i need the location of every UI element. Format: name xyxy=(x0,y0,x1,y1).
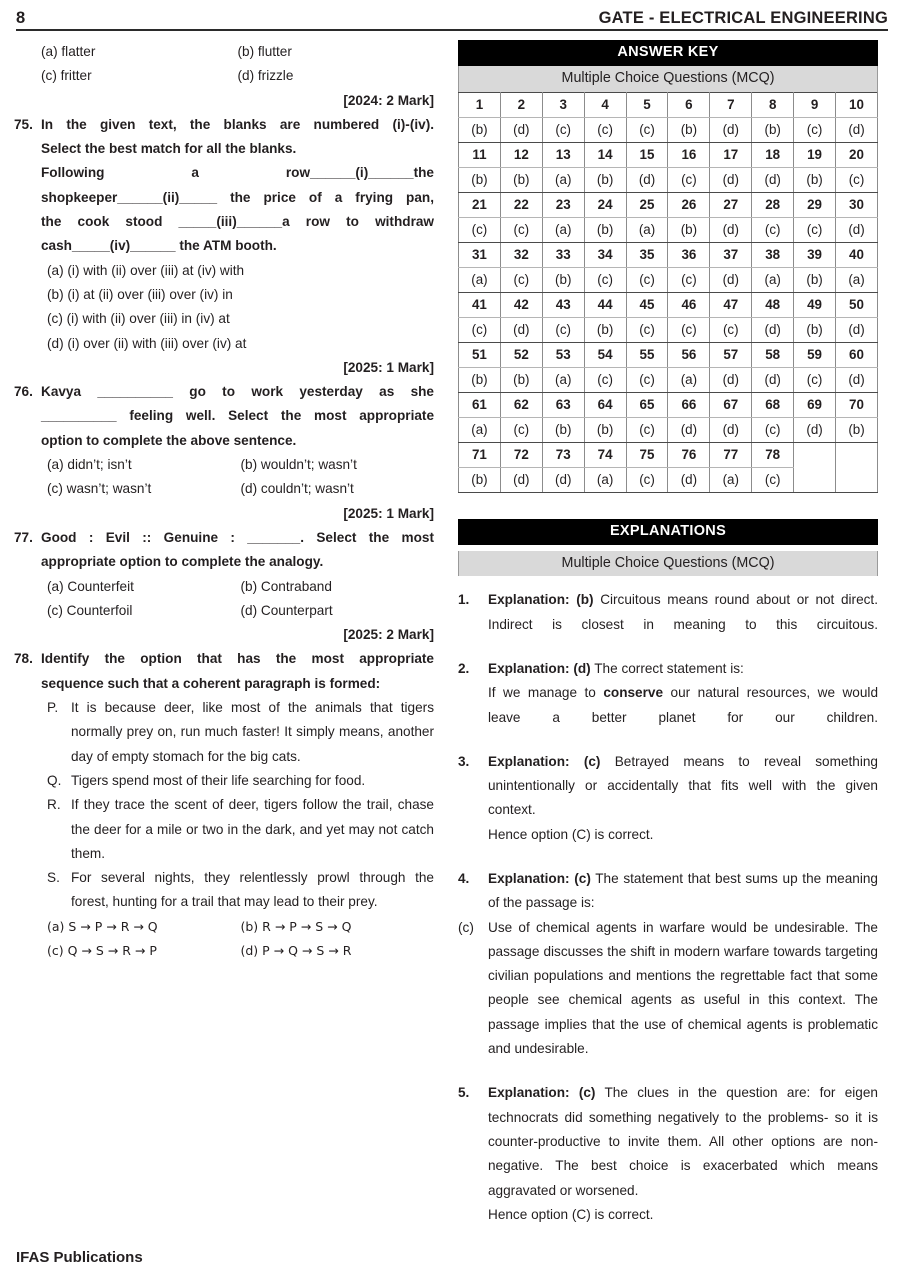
question-number-cell: 52 xyxy=(500,342,542,367)
answer-cell: (c) xyxy=(500,217,542,242)
question-number-cell: 1 xyxy=(459,92,501,117)
answer-cell: (d) xyxy=(710,167,752,192)
explanation-lead: Explanation: (b) xyxy=(488,592,594,608)
explanations-section xyxy=(458,519,878,1227)
question-75 xyxy=(14,113,434,380)
answer-key-title: ANSWER KEY xyxy=(458,40,878,66)
option-a: (a) Counterfeit xyxy=(47,578,134,594)
question-number-cell: 54 xyxy=(584,342,626,367)
question-number-cell: 78 xyxy=(752,442,794,467)
explanation-text: Betrayed means to reveal something unintentionally or accidentally that fits well with the given context. xyxy=(488,753,878,818)
content-columns xyxy=(14,40,890,1247)
answer-cell: (a) xyxy=(710,467,752,492)
question-number-cell: 29 xyxy=(794,192,836,217)
question-number-cell: 70 xyxy=(836,392,878,417)
question-number-cell: 41 xyxy=(459,292,501,317)
answer-cell: (c) xyxy=(459,317,501,342)
question-number-cell: 51 xyxy=(459,342,501,367)
question-number-cell: 27 xyxy=(710,192,752,217)
mark-annotation: [2025: 1 Mark] xyxy=(343,359,434,375)
answer-key-table xyxy=(458,92,878,493)
table-row-numbers xyxy=(459,142,878,167)
option-c: (c) (i) with (ii) over (iii) in (iv) at xyxy=(47,311,230,327)
explanation-body xyxy=(488,867,878,916)
answer-key-subtitle: Multiple Choice Questions (MCQ) xyxy=(458,66,878,92)
answer-cell: (d) xyxy=(668,417,710,442)
answer-cell: (b) xyxy=(459,117,501,142)
statement-label: S. xyxy=(47,870,60,886)
question-number: 75. xyxy=(14,116,33,132)
mark-annotation: [2025: 2 Mark] xyxy=(343,627,434,643)
answer-cell: (b) xyxy=(836,417,878,442)
explanation-body xyxy=(488,750,878,847)
question-number-cell: 66 xyxy=(668,392,710,417)
question-number-cell: 22 xyxy=(500,192,542,217)
answer-cell: (c) xyxy=(500,267,542,292)
passage-line: shopkeeper______(ii)_____ the price of a frying pan, xyxy=(41,189,434,205)
answer-cell: (c) xyxy=(542,317,584,342)
answer-cell: (c) xyxy=(710,317,752,342)
question-number-cell: 30 xyxy=(836,192,878,217)
explanation-number: 3. xyxy=(458,753,470,769)
mark-annotation: [2025: 1 Mark] xyxy=(343,505,434,521)
answer-cell: (d) xyxy=(500,117,542,142)
statement-label: P. xyxy=(47,700,59,716)
explanation-item xyxy=(458,588,878,637)
answer-cell: (a) xyxy=(836,267,878,292)
explanation-number: 1. xyxy=(458,592,470,608)
sub-option-text: Use of chemical agents in warfare would be undesirable. The passage discusses the shift in modern warfare towards targeting civilian populations and mentions the regrettable fact that some people see chemical agents as useful in this context. The passage implies that the use of chemical agents is problematic and undesirable. xyxy=(488,919,878,1057)
answer-cell: (d) xyxy=(710,367,752,392)
table-row-answers xyxy=(459,167,878,192)
answer-cell: (c) xyxy=(794,117,836,142)
carryover-options xyxy=(14,40,434,89)
question-body xyxy=(41,526,434,647)
question-number-cell: 76 xyxy=(668,442,710,467)
question-number-cell: 50 xyxy=(836,292,878,317)
question-number-cell: 59 xyxy=(794,342,836,367)
statement-text: Tigers spend most of their life searching for food. xyxy=(71,772,366,788)
question-options xyxy=(41,915,434,964)
question-stem-line: sequence such that a coherent paragraph is formed: xyxy=(41,675,381,691)
answer-cell: (c) xyxy=(794,217,836,242)
question-number-cell: 63 xyxy=(542,392,584,417)
option-d: (d) P → Q → S → R xyxy=(240,942,352,958)
question-number-cell: 72 xyxy=(500,442,542,467)
answer-cell: (c) xyxy=(626,417,668,442)
sub-option-label: (c) xyxy=(458,919,474,935)
answer-cell: (d) xyxy=(836,367,878,392)
page-number: 8 xyxy=(16,8,26,27)
question-number-cell: 73 xyxy=(542,442,584,467)
question-77 xyxy=(14,526,434,647)
question-number-cell: 26 xyxy=(668,192,710,217)
answer-cell: (a) xyxy=(542,367,584,392)
answer-cell: (b) xyxy=(584,167,626,192)
table-row-answers xyxy=(459,217,878,242)
question-number-cell: 6 xyxy=(668,92,710,117)
explanation-lead: Explanation: (d) xyxy=(488,660,591,676)
explanation-item xyxy=(458,1081,878,1227)
question-number-cell: 64 xyxy=(584,392,626,417)
answer-cell: (c) xyxy=(626,267,668,292)
question-number-cell: 40 xyxy=(836,242,878,267)
empty-cell xyxy=(794,467,836,492)
option-c: (c) Q → S → R → P xyxy=(47,942,157,958)
question-number-cell: 3 xyxy=(542,92,584,117)
question-number-cell: 47 xyxy=(710,292,752,317)
table-row-numbers xyxy=(459,442,878,467)
answer-cell: (b) xyxy=(794,267,836,292)
answer-cell: (c) xyxy=(626,317,668,342)
answer-cell: (d) xyxy=(710,217,752,242)
statement-q xyxy=(41,769,434,793)
option-d: (d) couldn’t; wasn’t xyxy=(240,481,354,497)
question-number: 77. xyxy=(14,529,33,545)
answer-cell: (b) xyxy=(542,267,584,292)
question-stem-line: Select the best match for all the blanks. xyxy=(41,141,297,157)
question-78 xyxy=(14,647,434,963)
question-number-cell: 16 xyxy=(668,142,710,167)
question-number-cell: 4 xyxy=(584,92,626,117)
answer-cell: (a) xyxy=(752,267,794,292)
answer-cell: (a) xyxy=(542,167,584,192)
answer-cell: (a) xyxy=(459,267,501,292)
question-number-cell: 24 xyxy=(584,192,626,217)
option-b: (b) flutter xyxy=(237,44,292,59)
answer-cell: (d) xyxy=(710,417,752,442)
answer-cell: (c) xyxy=(584,267,626,292)
question-number-cell: 58 xyxy=(752,342,794,367)
explanation-lead: Explanation: (c) xyxy=(488,1085,596,1101)
question-76 xyxy=(14,380,434,526)
question-number-cell: 35 xyxy=(626,242,668,267)
answer-cell: (c) xyxy=(752,417,794,442)
mark-annotation: [2024: 2 Mark] xyxy=(343,92,434,108)
answer-cell: (b) xyxy=(584,417,626,442)
question-number-cell: 60 xyxy=(836,342,878,367)
question-number-cell: 33 xyxy=(542,242,584,267)
answer-cell: (d) xyxy=(836,317,878,342)
question-stem-line: Kavya __________ go to work yesterday as she xyxy=(41,384,434,400)
answer-cell: (c) xyxy=(542,117,584,142)
empty-cell xyxy=(836,467,878,492)
statement-label: R. xyxy=(47,797,61,813)
option-c: (c) wasn’t; wasn’t xyxy=(47,481,152,497)
question-number-cell: 18 xyxy=(752,142,794,167)
option-a: (a) flatter xyxy=(41,44,96,59)
question-number-cell: 11 xyxy=(459,142,501,167)
question-number-cell: 69 xyxy=(794,392,836,417)
question-stem-line: In the given text, the blanks are numbered (i)-(iv). xyxy=(41,116,434,132)
question-number-cell: 43 xyxy=(542,292,584,317)
answer-cell: (d) xyxy=(500,467,542,492)
answer-cell: (a) xyxy=(542,217,584,242)
question-number-cell: 77 xyxy=(710,442,752,467)
option-d: (d) frizzle xyxy=(237,68,294,84)
explanation-text: The clues in the question are: for eigen technocrats did something negatively to the problems- so it is counter-productive to invite them. All other options are non-negative. The best choice is exacerbated which means aggravated or worsened. xyxy=(488,1085,878,1198)
question-options xyxy=(41,259,434,356)
question-number-cell: 57 xyxy=(710,342,752,367)
explanation-text: The statement that best sums up the meaning of the passage is: xyxy=(488,870,878,911)
footer-publisher: IFAS Publications xyxy=(16,1249,143,1266)
question-number-cell: 19 xyxy=(794,142,836,167)
answer-cell: (b) xyxy=(794,317,836,342)
question-number-cell: 71 xyxy=(459,442,501,467)
answer-cell: (b) xyxy=(752,117,794,142)
answer-cell: (d) xyxy=(752,367,794,392)
answer-cell: (b) xyxy=(668,217,710,242)
right-column xyxy=(458,40,878,1247)
answer-cell: (c) xyxy=(584,117,626,142)
option-b: (b) (i) at (ii) over (iii) over (iv) in xyxy=(47,286,233,302)
question-number-cell: 7 xyxy=(710,92,752,117)
question-body xyxy=(41,113,434,380)
answer-cell: (c) xyxy=(626,367,668,392)
question-number-cell: 48 xyxy=(752,292,794,317)
option-d: (d) Counterpart xyxy=(240,602,333,618)
question-number-cell: 31 xyxy=(459,242,501,267)
answer-cell: (d) xyxy=(668,467,710,492)
question-number-cell: 61 xyxy=(459,392,501,417)
explanation-lead: Explanation: (c) xyxy=(488,753,601,769)
answer-cell: (a) xyxy=(459,417,501,442)
question-number-cell: 49 xyxy=(794,292,836,317)
answer-cell: (b) xyxy=(459,167,501,192)
statement-p xyxy=(41,696,434,769)
answer-cell: (d) xyxy=(836,217,878,242)
answer-cell: (c) xyxy=(584,367,626,392)
answer-cell: (b) xyxy=(542,417,584,442)
answer-cell: (d) xyxy=(626,167,668,192)
explanation-conclusion: Hence option (C) is correct. xyxy=(488,1206,654,1222)
statement-text: For several nights, they relentlessly prowl through the forest, hunting for a trail that may lead to their prey. xyxy=(71,870,434,910)
question-number-cell: 15 xyxy=(626,142,668,167)
passage-line: Following a row______(i)______the xyxy=(41,165,434,181)
answer-cell: (c) xyxy=(626,467,668,492)
question-number-cell: 5 xyxy=(626,92,668,117)
explanation-item xyxy=(458,867,878,916)
explanation-text: The correct statement is: xyxy=(590,660,744,676)
option-b: (b) wouldn’t; wasn’t xyxy=(240,457,357,473)
answer-cell: (d) xyxy=(710,267,752,292)
table-row-answers xyxy=(459,417,878,442)
passage-line: cash_____(iv)______ the ATM booth. xyxy=(41,238,277,254)
header-divider xyxy=(16,29,888,31)
table-row-numbers xyxy=(459,192,878,217)
explanation-number: 4. xyxy=(458,870,470,886)
question-number-cell: 38 xyxy=(752,242,794,267)
question-number-cell: 14 xyxy=(584,142,626,167)
question-number-cell: 23 xyxy=(542,192,584,217)
question-stem-line: Identify the option that has the most appropriate xyxy=(41,651,434,667)
bold-word: conserve xyxy=(603,685,664,701)
question-number-cell: 55 xyxy=(626,342,668,367)
question-number-cell: 17 xyxy=(710,142,752,167)
answer-cell: (d) xyxy=(542,467,584,492)
explanation-body xyxy=(488,588,878,637)
question-number-cell: 9 xyxy=(794,92,836,117)
question-number-cell: 62 xyxy=(500,392,542,417)
table-row-answers xyxy=(459,117,878,142)
answer-cell: (b) xyxy=(500,367,542,392)
question-number-cell: 74 xyxy=(584,442,626,467)
question-number-cell: 67 xyxy=(710,392,752,417)
answer-cell: (c) xyxy=(459,217,501,242)
question-stem-line: Good : Evil :: Genuine : _______. Select the most xyxy=(41,529,434,545)
option-b: (b) R → P → S → Q xyxy=(240,918,352,934)
question-number-cell: 8 xyxy=(752,92,794,117)
option-a: (a) didn’t; isn’t xyxy=(47,457,132,473)
answer-cell: (c) xyxy=(668,267,710,292)
table-row-answers xyxy=(459,367,878,392)
explanation-sub-option xyxy=(458,916,878,1062)
empty-cell xyxy=(794,442,836,467)
answer-cell: (d) xyxy=(500,317,542,342)
option-d: (d) (i) over (ii) with (iii) over (iv) at xyxy=(47,335,247,351)
question-number-cell: 42 xyxy=(500,292,542,317)
table-row-answers xyxy=(459,467,878,492)
question-number-cell: 25 xyxy=(626,192,668,217)
answer-cell: (c) xyxy=(500,417,542,442)
statement-r xyxy=(41,793,434,866)
question-stem-line: __________ feeling well. Select the most appropriate xyxy=(41,408,434,424)
table-row-numbers xyxy=(459,392,878,417)
answer-cell: (c) xyxy=(836,167,878,192)
answer-cell: (b) xyxy=(459,367,501,392)
table-row-answers xyxy=(459,267,878,292)
answer-cell: (b) xyxy=(584,317,626,342)
answer-cell: (d) xyxy=(752,317,794,342)
answer-cell: (c) xyxy=(752,217,794,242)
question-number-cell: 13 xyxy=(542,142,584,167)
question-stem-line: option to complete the above sentence. xyxy=(41,432,297,448)
answer-cell: (a) xyxy=(584,467,626,492)
passage-line: the cook stood _____(iii)______a row to withdraw xyxy=(41,214,434,230)
question-number: 76. xyxy=(14,384,33,400)
answer-cell: (b) xyxy=(459,467,501,492)
table-row-numbers xyxy=(459,342,878,367)
answer-cell: (c) xyxy=(752,467,794,492)
table-row-numbers xyxy=(459,92,878,117)
answer-cell: (c) xyxy=(794,367,836,392)
question-options xyxy=(41,453,434,502)
table-row-answers xyxy=(459,317,878,342)
question-number-cell: 44 xyxy=(584,292,626,317)
explanation-number: 2. xyxy=(458,660,470,676)
question-number-cell: 21 xyxy=(459,192,501,217)
statement-label: Q. xyxy=(47,772,62,788)
question-number-cell: 65 xyxy=(626,392,668,417)
explanation-text: Circuitous means round about or not direct. Indirect is closest in meaning to this circuitous. xyxy=(488,592,878,632)
explanations-title: EXPLANATIONS xyxy=(458,519,878,545)
explanation-item xyxy=(458,657,878,730)
question-number: 78. xyxy=(14,651,33,667)
answer-cell: (c) xyxy=(626,117,668,142)
explanations-subtitle: Multiple Choice Questions (MCQ) xyxy=(458,551,878,577)
question-number-cell: 39 xyxy=(794,242,836,267)
question-number-cell: 2 xyxy=(500,92,542,117)
answer-cell: (a) xyxy=(668,367,710,392)
question-number-cell: 56 xyxy=(668,342,710,367)
explanation-body: Explanation: (d) The correct statement is: If we manage to conserve our natural resources, we would leave a better planet for our children. xyxy=(488,660,879,725)
page-title: GATE - ELECTRICAL ENGINEERING xyxy=(598,8,888,27)
question-number-cell: 45 xyxy=(626,292,668,317)
question-options xyxy=(41,575,434,624)
answer-cell: (c) xyxy=(668,317,710,342)
question-number-cell: 12 xyxy=(500,142,542,167)
question-number-cell: 28 xyxy=(752,192,794,217)
option-c: (c) fritter xyxy=(41,68,92,84)
question-number-cell: 53 xyxy=(542,342,584,367)
table-row-numbers xyxy=(459,292,878,317)
empty-cell xyxy=(836,442,878,467)
question-body xyxy=(41,647,434,963)
answer-cell: (b) xyxy=(584,217,626,242)
statement-text: If they trace the scent of deer, tigers follow the trail, chase the deer for a mile or two in the dark, and yet may not catch them. xyxy=(71,797,434,861)
answer-cell: (d) xyxy=(752,167,794,192)
statement-text: It is because deer, like most of the animals that tigers normally prey on, run much faster! It simply means, another day of empty stomach for the big cats. xyxy=(71,700,434,764)
table-row-numbers xyxy=(459,242,878,267)
question-number-cell: 36 xyxy=(668,242,710,267)
question-number-cell: 32 xyxy=(500,242,542,267)
answer-cell: (d) xyxy=(710,117,752,142)
page-header xyxy=(14,0,890,26)
explanation-body xyxy=(488,1081,878,1227)
explanation-conclusion: Hence option (C) is correct. xyxy=(488,826,654,842)
explanation-lead: Explanation: (c) xyxy=(488,870,591,886)
question-body xyxy=(41,380,434,526)
answer-cell: (d) xyxy=(836,117,878,142)
answer-cell: (d) xyxy=(794,417,836,442)
explanation-number: 5. xyxy=(458,1085,470,1101)
question-number-cell: 20 xyxy=(836,142,878,167)
answer-cell: (a) xyxy=(626,217,668,242)
answer-cell: (b) xyxy=(794,167,836,192)
statement-s xyxy=(41,866,434,915)
question-number-cell: 46 xyxy=(668,292,710,317)
answer-cell: (b) xyxy=(500,167,542,192)
question-number-cell: 68 xyxy=(752,392,794,417)
question-stem-line: appropriate option to complete the analogy. xyxy=(41,554,324,570)
answer-cell: (b) xyxy=(668,117,710,142)
question-number-cell: 10 xyxy=(836,92,878,117)
option-a: (a) S → P → R → Q xyxy=(47,918,158,934)
question-number-cell: 75 xyxy=(626,442,668,467)
question-number-cell: 37 xyxy=(710,242,752,267)
question-number-cell: 34 xyxy=(584,242,626,267)
option-b: (b) Contraband xyxy=(240,578,332,594)
option-a: (a) (i) with (ii) over (iii) at (iv) with xyxy=(47,262,245,278)
answer-cell: (c) xyxy=(668,167,710,192)
explanation-item xyxy=(458,750,878,847)
explanations-list xyxy=(458,588,878,1227)
left-column xyxy=(14,40,434,963)
option-c: (c) Counterfoil xyxy=(47,602,133,618)
